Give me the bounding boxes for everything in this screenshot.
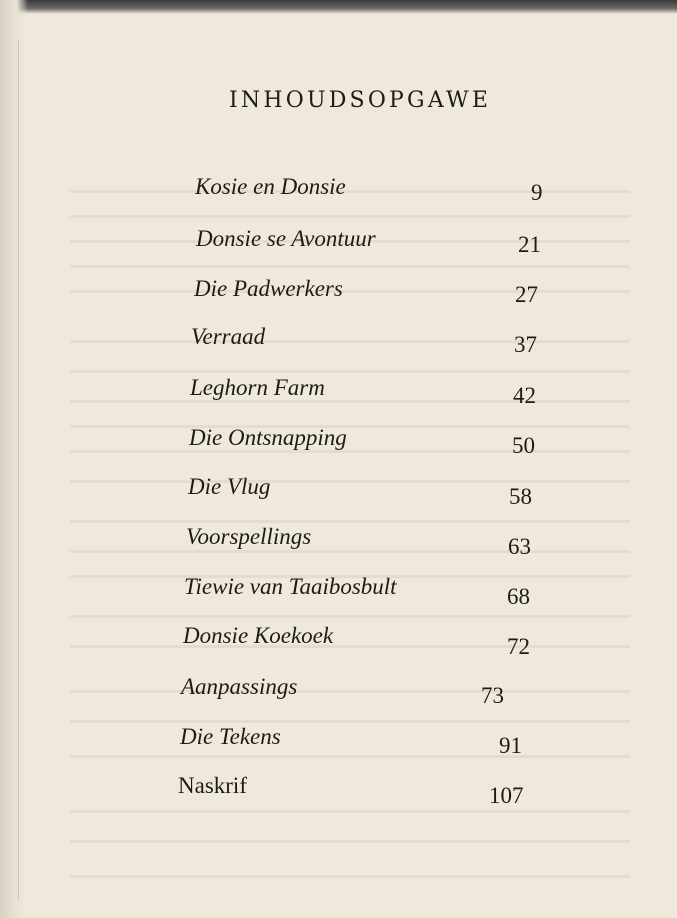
show-through-line <box>70 290 630 293</box>
toc-entry-title: Donsie Koekoek <box>183 623 334 648</box>
show-through-line <box>70 645 630 648</box>
toc-entry-title: Donsie se Avontuur <box>196 226 376 251</box>
toc-entry-page: 73 <box>481 683 504 708</box>
show-through-line <box>70 875 630 878</box>
show-through-line <box>70 690 630 693</box>
show-through-line <box>70 755 630 758</box>
toc-entry-title: Die Vlug <box>188 474 271 499</box>
toc-entry-title: Die Ontsnapping <box>189 425 347 450</box>
toc-entry-title: Tiewie van Taaibosbult <box>184 574 397 599</box>
toc-entry-title: Verraad <box>191 324 266 349</box>
toc-entry-page: 72 <box>507 634 530 659</box>
toc-entry-page: 21 <box>518 232 541 257</box>
toc-entry-page: 107 <box>489 783 524 808</box>
show-through-line <box>70 215 630 218</box>
toc-entry-page: 9 <box>531 180 543 205</box>
toc-entry-page: 42 <box>513 383 536 408</box>
toc-entry-page: 68 <box>507 584 530 609</box>
toc-entry-page: 50 <box>512 433 535 458</box>
show-through-line <box>70 450 630 453</box>
toc-entry-title: Die Padwerkers <box>194 276 343 301</box>
show-through-line <box>70 425 630 428</box>
toc-entry-page: 91 <box>499 733 522 758</box>
toc-entry-title: Aanpassings <box>181 674 298 699</box>
show-through-line <box>70 520 630 523</box>
show-through-line <box>70 190 630 193</box>
toc-entry-page: 63 <box>508 534 531 559</box>
toc-entry-page: 27 <box>515 282 538 307</box>
show-through-line <box>70 720 630 723</box>
show-through-line <box>70 370 630 373</box>
toc-entry-title: Kosie en Donsie <box>195 174 346 199</box>
toc-entry-title: Naskrif <box>178 773 247 798</box>
show-through-line <box>70 480 630 483</box>
show-through-line <box>70 840 630 843</box>
show-through-line <box>70 550 630 553</box>
show-through-line <box>70 400 630 403</box>
show-through-line <box>70 340 630 343</box>
gutter-line <box>18 40 19 900</box>
show-through-line <box>70 810 630 813</box>
toc-entry-title: Voorspellings <box>186 524 312 549</box>
toc-entry-page: 37 <box>514 332 537 357</box>
toc-entry-title: Leghorn Farm <box>190 375 325 400</box>
toc-entry-page: 58 <box>509 484 532 509</box>
page-gutter <box>0 0 28 918</box>
toc-entry-title: Die Tekens <box>180 724 281 749</box>
show-through-line <box>70 265 630 268</box>
toc-title: INHOUDSOPGAWE <box>229 88 492 113</box>
show-through-line <box>70 615 630 618</box>
book-top-edge <box>0 0 677 14</box>
